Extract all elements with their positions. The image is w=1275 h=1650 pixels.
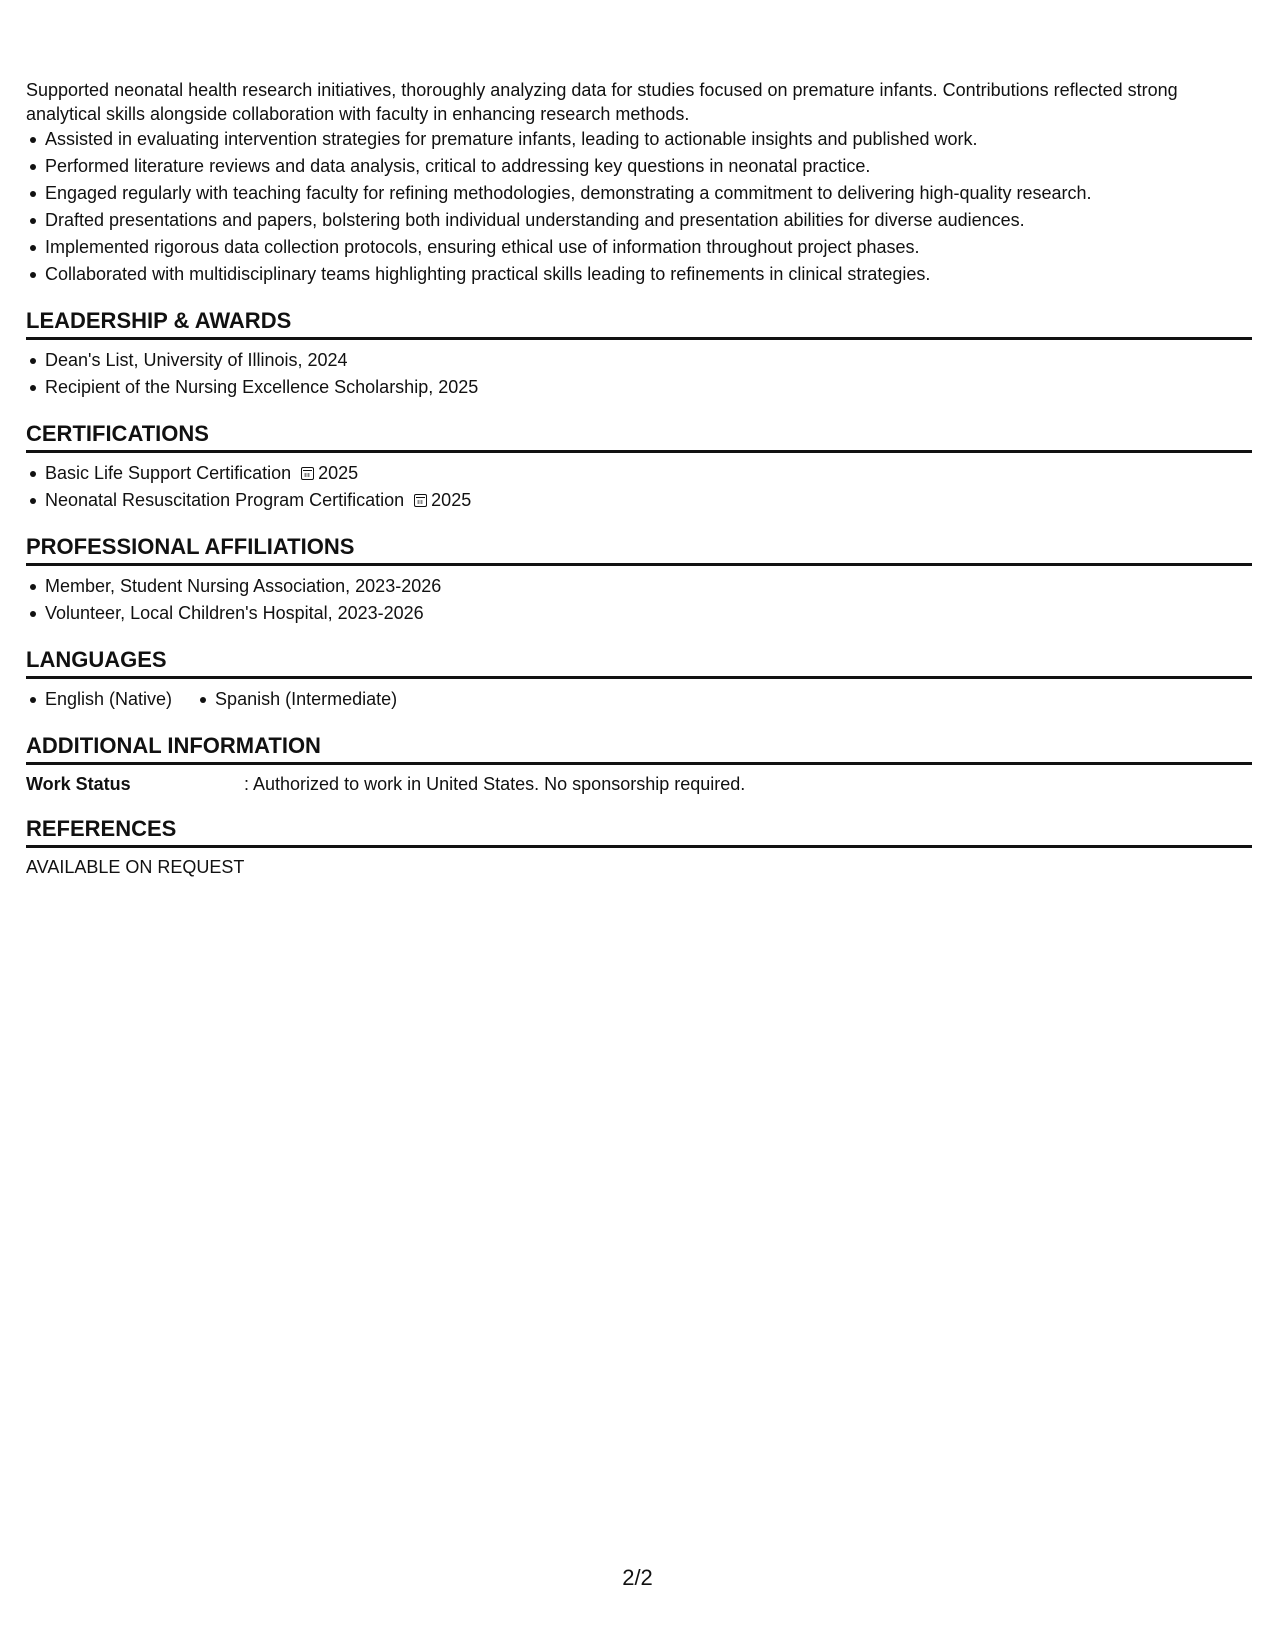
additional-section bbox=[26, 733, 1252, 796]
list-item: Spanish (Intermediate) bbox=[196, 686, 397, 713]
list-item: Implemented rigorous data collection protocols, ensuring ethical use of information throughout project phases. bbox=[26, 234, 1252, 261]
work-status-row bbox=[26, 772, 1252, 796]
section-title: REFERENCES bbox=[26, 816, 1252, 848]
certifications-list bbox=[26, 460, 1252, 514]
section-title: ADDITIONAL INFORMATION bbox=[26, 733, 1252, 765]
languages-list bbox=[26, 686, 1252, 713]
work-status-label: Work Status bbox=[26, 774, 131, 794]
references-text: AVAILABLE ON REQUEST bbox=[26, 857, 245, 877]
languages-section bbox=[26, 647, 1252, 713]
resume-page bbox=[26, 78, 1252, 879]
page-number: 2/2 bbox=[622, 1565, 653, 1590]
list-item bbox=[26, 460, 1252, 487]
list-item: Assisted in evaluating intervention strategies for premature infants, leading to actionable insights and published work. bbox=[26, 126, 1252, 153]
certification-name: Neonatal Resuscitation Program Certification bbox=[45, 490, 405, 510]
certification-year: 2025 bbox=[318, 463, 359, 483]
affiliations-section bbox=[26, 534, 1252, 627]
certification-name: Basic Life Support Certification bbox=[45, 463, 292, 483]
section-title: LEADERSHIP & AWARDS bbox=[26, 308, 1252, 340]
calendar-icon bbox=[301, 467, 314, 480]
list-item bbox=[26, 487, 1252, 514]
affiliations-list bbox=[26, 573, 1252, 627]
work-status-value: : Authorized to work in United States. No sponsorship required. bbox=[244, 774, 746, 794]
list-item: English (Native) bbox=[26, 686, 172, 713]
section-title: LANGUAGES bbox=[26, 647, 1252, 679]
certification-year: 2025 bbox=[431, 490, 472, 510]
list-item: Dean's List, University of Illinois, 2024 bbox=[26, 347, 1252, 374]
list-item: Performed literature reviews and data analysis, critical to addressing key questions in neonatal practice. bbox=[26, 153, 1252, 180]
list-item: Collaborated with multidisciplinary teams highlighting practical skills leading to refinements in clinical strategies. bbox=[26, 261, 1252, 288]
section-title: PROFESSIONAL AFFILIATIONS bbox=[26, 534, 1252, 566]
list-item: Recipient of the Nursing Excellence Scholarship, 2025 bbox=[26, 374, 1252, 401]
list-item: Member, Student Nursing Association, 2023-2026 bbox=[26, 573, 1252, 600]
certifications-section bbox=[26, 421, 1252, 514]
list-item: Volunteer, Local Children's Hospital, 2023-2026 bbox=[26, 600, 1252, 627]
calendar-icon bbox=[414, 494, 427, 507]
experience-summary: Supported neonatal health research initiatives, thoroughly analyzing data for studies focused on premature infants. Contributions reflected strong analytical skills alongside collaboration with faculty in enhancing research methods. bbox=[26, 80, 1178, 124]
list-item: Drafted presentations and papers, bolstering both individual understanding and presentation abilities for diverse audiences. bbox=[26, 207, 1252, 234]
leadership-section bbox=[26, 308, 1252, 401]
references-section bbox=[26, 816, 1252, 879]
section-title: CERTIFICATIONS bbox=[26, 421, 1252, 453]
experience-bullets bbox=[26, 126, 1252, 288]
list-item: Engaged regularly with teaching faculty for refining methodologies, demonstrating a commitment to delivering high-quality research. bbox=[26, 180, 1252, 207]
leadership-list bbox=[26, 347, 1252, 401]
